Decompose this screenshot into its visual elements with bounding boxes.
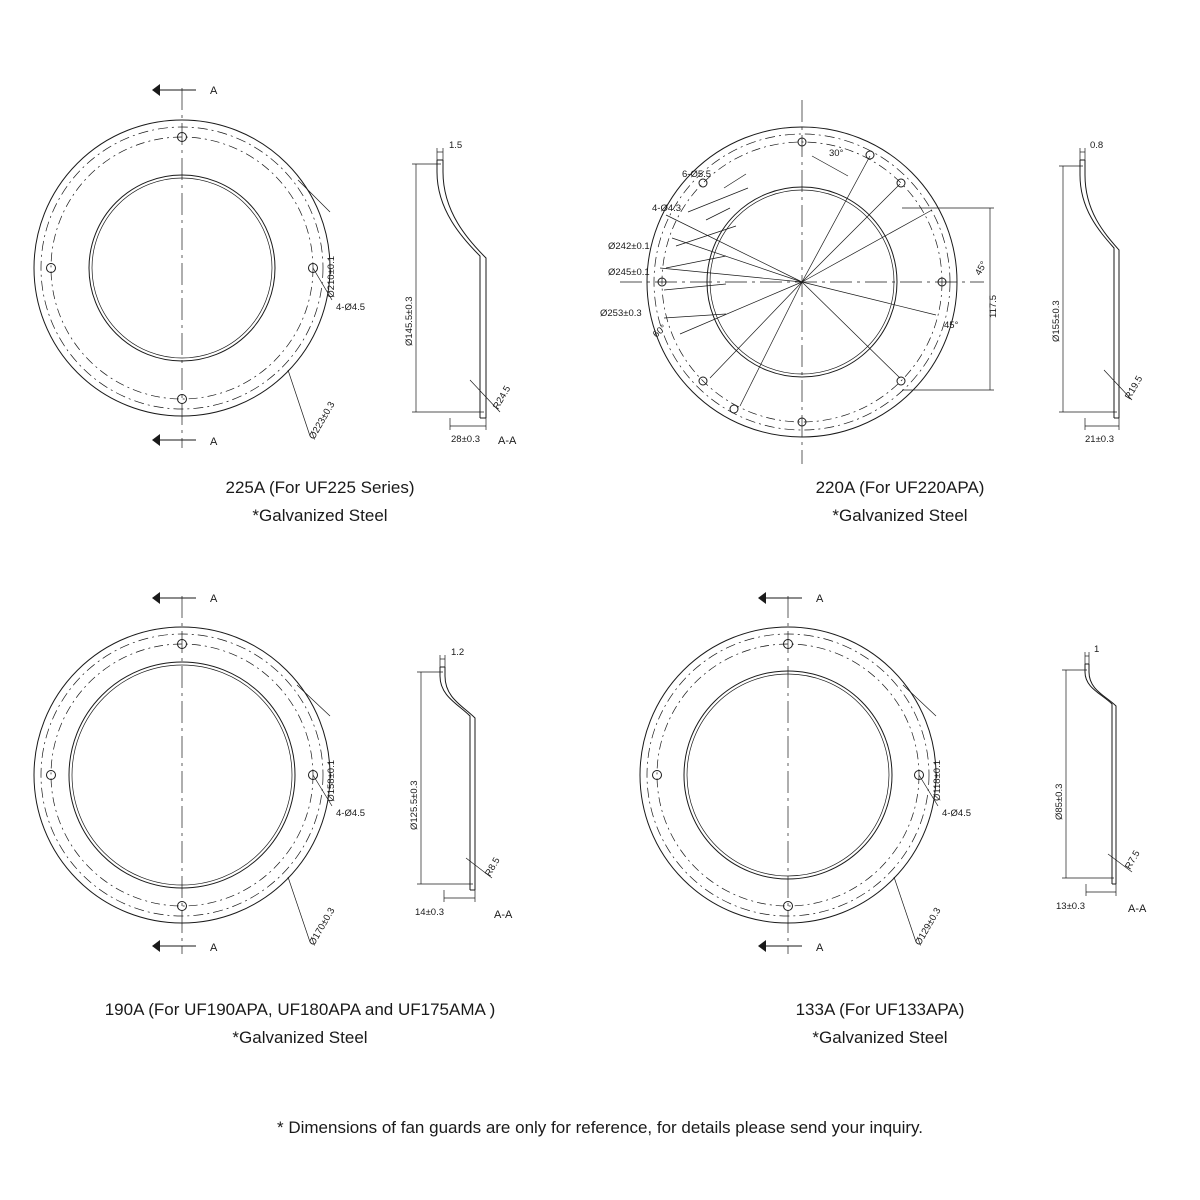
cut-mark-label-bottom-190a: A [210, 942, 218, 954]
caption-225a [20, 474, 620, 530]
callout-hole-group-4-220a: 4-Ø4.3 [652, 203, 682, 214]
panel-title-225a: 225A (For UF225 Series) [225, 478, 415, 497]
cut-mark-label-top-225a: A [210, 85, 218, 97]
cut-mark-label-bottom-133a: A [816, 942, 824, 954]
front-view-190a [34, 596, 330, 954]
callout-corner-radius-133a: R7.5 [1123, 848, 1143, 872]
section-view-133a [1062, 652, 1132, 896]
callout-hole-count-and-size-190a: 4-Ø4.5 [336, 808, 366, 819]
callout-overall-depth-133a: 13±0.3 [1056, 901, 1085, 912]
panel-title-220a: 220A (For UF220APA) [815, 478, 985, 497]
section-label-190a: A-A [494, 909, 513, 921]
panel-133a [580, 572, 1200, 972]
panel-material-190a: *Galvanized Steel [232, 1028, 368, 1047]
callout-square-bolt-span-220a: 117.5 [988, 294, 999, 318]
callout-flange-thickness-220a: 0.8 [1090, 140, 1104, 151]
callout-bore-diameter-190a: Ø125.5±0.3 [409, 780, 420, 830]
callout-outer-diameter-190a: Ø170±0.3 [307, 905, 338, 948]
callout-overall-depth-225a: 28±0.3 [451, 434, 480, 445]
callout-corner-radius-220a: R19.5 [1123, 374, 1146, 402]
callout-overall-depth-190a: 14±0.3 [415, 907, 444, 918]
callout-hole-count-and-size-133a: 4-Ø4.5 [942, 808, 972, 819]
caption-190a [0, 996, 600, 1052]
front-view-220a [620, 100, 994, 464]
callout-bore-diameter-220a: Ø155±0.3 [1051, 300, 1062, 342]
sheet-footnote: * Dimensions of fan guards are only for reference, for details please send your inquiry. [276, 1118, 924, 1137]
panel-title-190a: 190A (For UF190APA, UF180APA and UF175AMA ) [104, 1000, 496, 1019]
callout-corner-radius-225a: R24.5 [491, 384, 514, 412]
section-label-133a: A-A [1128, 903, 1147, 915]
callout-outer-diameter-253-220a: Ø253±0.3 [600, 308, 642, 319]
callout-hole-group-6-220a: 6-Ø5.5 [682, 169, 712, 180]
panel-title-133a: 133A (For UF133APA) [795, 1000, 965, 1019]
callout-outer-bolt-circle-diameter-225a: Ø210±0.1 [326, 256, 337, 298]
panel-material-220a: *Galvanized Steel [832, 506, 968, 525]
callout-bolt-circle-245-220a: Ø245±0.1 [608, 267, 650, 278]
callout-flange-thickness-190a: 1.2 [451, 647, 465, 658]
callout-bore-diameter-225a: Ø145.5±0.3 [404, 296, 415, 346]
front-view-133a [640, 596, 936, 954]
panel-225a [0, 60, 560, 460]
callout-corner-radius-190a: R8.5 [483, 855, 503, 879]
callout-outer-diameter-133a: Ø129±0.3 [913, 905, 944, 948]
callout-bore-diameter-133a: Ø85±0.3 [1054, 783, 1065, 820]
section-label-225a: A-A [498, 435, 517, 447]
section-view-225a [412, 148, 500, 430]
callout-bolt-circle-diameter-190a: Ø158±0.1 [326, 760, 337, 802]
callout-flange-thickness-133a: 1 [1094, 644, 1100, 655]
panel-220a [580, 60, 1200, 460]
callout-bolt-circle-diameter-133a: Ø118±0.1 [932, 760, 943, 801]
callout-angle-30-220a: 30° [829, 148, 844, 159]
callout-hole-count-and-size-225a: 4-Ø4.5 [336, 302, 366, 313]
callout-angle-45-lower-220a: 45° [944, 320, 959, 331]
front-view-225a [34, 88, 330, 448]
cut-mark-label-top-133a: A [816, 593, 824, 605]
cut-mark-label-bottom-225a: A [210, 436, 218, 448]
section-view-220a [1059, 148, 1132, 430]
callout-angle-60-220a: 60° [650, 322, 669, 341]
callout-bolt-circle-242-220a: Ø242±0.1 [608, 241, 650, 252]
callout-outer-diameter-225a: Ø223±0.3 [307, 399, 338, 442]
cut-mark-label-top-190a: A [210, 593, 218, 605]
callout-flange-thickness-225a: 1.5 [449, 140, 463, 151]
section-cut-markers-225a [152, 84, 196, 446]
caption-220a [600, 474, 1200, 530]
panel-material-133a: *Galvanized Steel [812, 1028, 948, 1047]
section-view-190a [417, 655, 492, 902]
caption-133a [580, 996, 1180, 1052]
panel-190a [0, 572, 560, 972]
panel-material-225a: *Galvanized Steel [252, 506, 388, 525]
callout-angle-45-right-220a: 45° [973, 259, 990, 278]
callout-overall-depth-220a: 21±0.3 [1085, 434, 1114, 445]
